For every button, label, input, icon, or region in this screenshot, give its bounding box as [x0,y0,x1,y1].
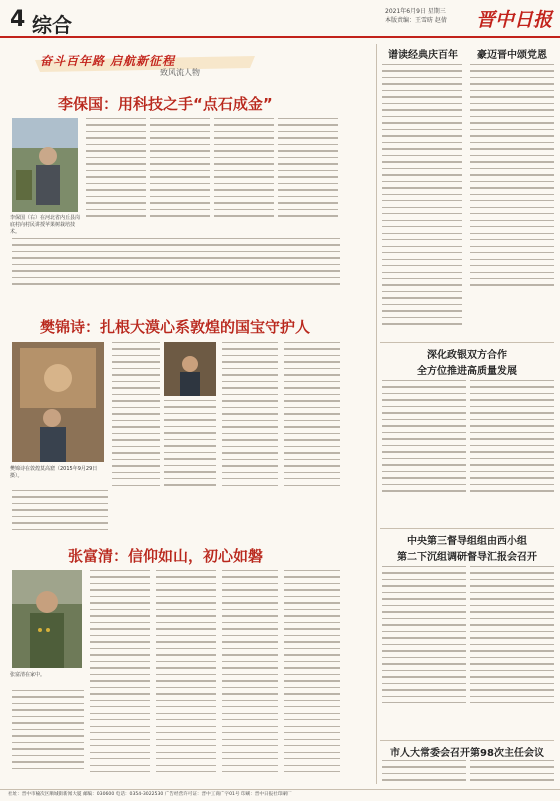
newspaper-logo: 晋中日报 [476,9,553,31]
fan-body-col-1 [112,342,160,492]
headline-zhengyin: 深化政银双方合作 [427,350,507,361]
portrait-outdoor-photo-icon [12,118,78,212]
section-rule-3 [380,740,554,741]
fan-body-lower [12,490,108,536]
headline-li-baoguo: 李保国：用科技之手“点石成金” [58,95,273,113]
fan-body-col-2 [164,400,216,492]
zhang-fuqing-photo [12,570,82,668]
right-body-col-1 [382,64,462,336]
headline-fan-jinshi: 樊锦诗：扎根大漠心系敦煌的国宝守护人 [40,318,311,336]
masthead [0,0,560,38]
li-body-col-4 [278,118,338,218]
column-divider [376,44,377,784]
headline-dudao-sub: 第二下沉组调研督导汇报会召开 [397,552,537,563]
zhang-body-col-4 [284,570,340,780]
renda-body-col-1 [382,760,466,786]
right-body-col-2 [470,64,554,294]
dudao-body-col-1 [382,566,466,714]
li-baoguo-caption: 李保国（右）在河北省内丘县岗底村向村民讲授苹果树栽培技术。 [10,215,81,235]
section-title: 综合 [32,13,72,37]
fan-jinshi-caption: 樊锦诗在敦煌莫高窟（2015年9月29日摄）。 [10,466,98,479]
li-body-lower [12,238,340,290]
banner-title: 奋斗百年路 启航新征程 [40,54,176,68]
li-body-col-2 [150,118,210,218]
editor-line: 本版责编：王雪昉 赵倩 [385,17,447,24]
headline-jinzhong: 豪迈晋中颂党恩 [477,50,547,61]
headline-zhang-fuqing: 张富清：信仰如山，初心如磐 [68,547,264,565]
zhang-body-col-3 [222,570,278,780]
date-editor-meta [385,7,447,25]
zhang-fuqing-caption: 张富清在家中。 [10,672,46,678]
banner-subtitle: 致风流人物 [160,68,200,77]
zhang-body-lower [12,690,84,780]
page-footer: 社址：晋中市榆次区顺城街新闻大厦 邮编：030600 电话：0354-3022530 广告经营许可证：晋中工商广字01号 印刷：晋中日报社印刷厂 [0,789,560,801]
fan-jinshi-photo [12,342,104,462]
section-rule-1 [380,342,554,343]
headline-dudao: 中央第三督导组组由西小组 [407,536,527,547]
headline-jingdian: 谱读经典庆百年 [388,50,458,61]
date-line: 2021年6月9日 星期三 [385,8,446,15]
zhengyin-body-col-1 [382,380,466,500]
zhang-body-col-2 [156,570,216,780]
li-body-col-3 [214,118,274,218]
fan-body-col-4 [284,342,340,492]
section-rule-2 [380,528,554,529]
headline-renda: 市人大常委会召开第98次主任会议 [390,748,544,759]
dudao-body-col-2 [470,566,554,714]
page-number: 4 [10,7,26,32]
li-body-col-1 [86,118,146,218]
fan-body-col-3 [222,342,278,492]
portrait-cave-photo-small-icon [164,342,216,396]
fan-jinshi-photo-small [164,342,216,396]
portrait-cave-photo-icon [12,342,104,462]
renda-body-col-2 [470,760,554,786]
headline-zhengyin-sub: 全方位推进高质量发展 [417,366,517,377]
zhang-body-col-1 [90,570,150,780]
li-baoguo-photo [12,118,78,212]
portrait-military-photo-icon [12,570,82,668]
zhengyin-body-col-2 [470,380,554,500]
